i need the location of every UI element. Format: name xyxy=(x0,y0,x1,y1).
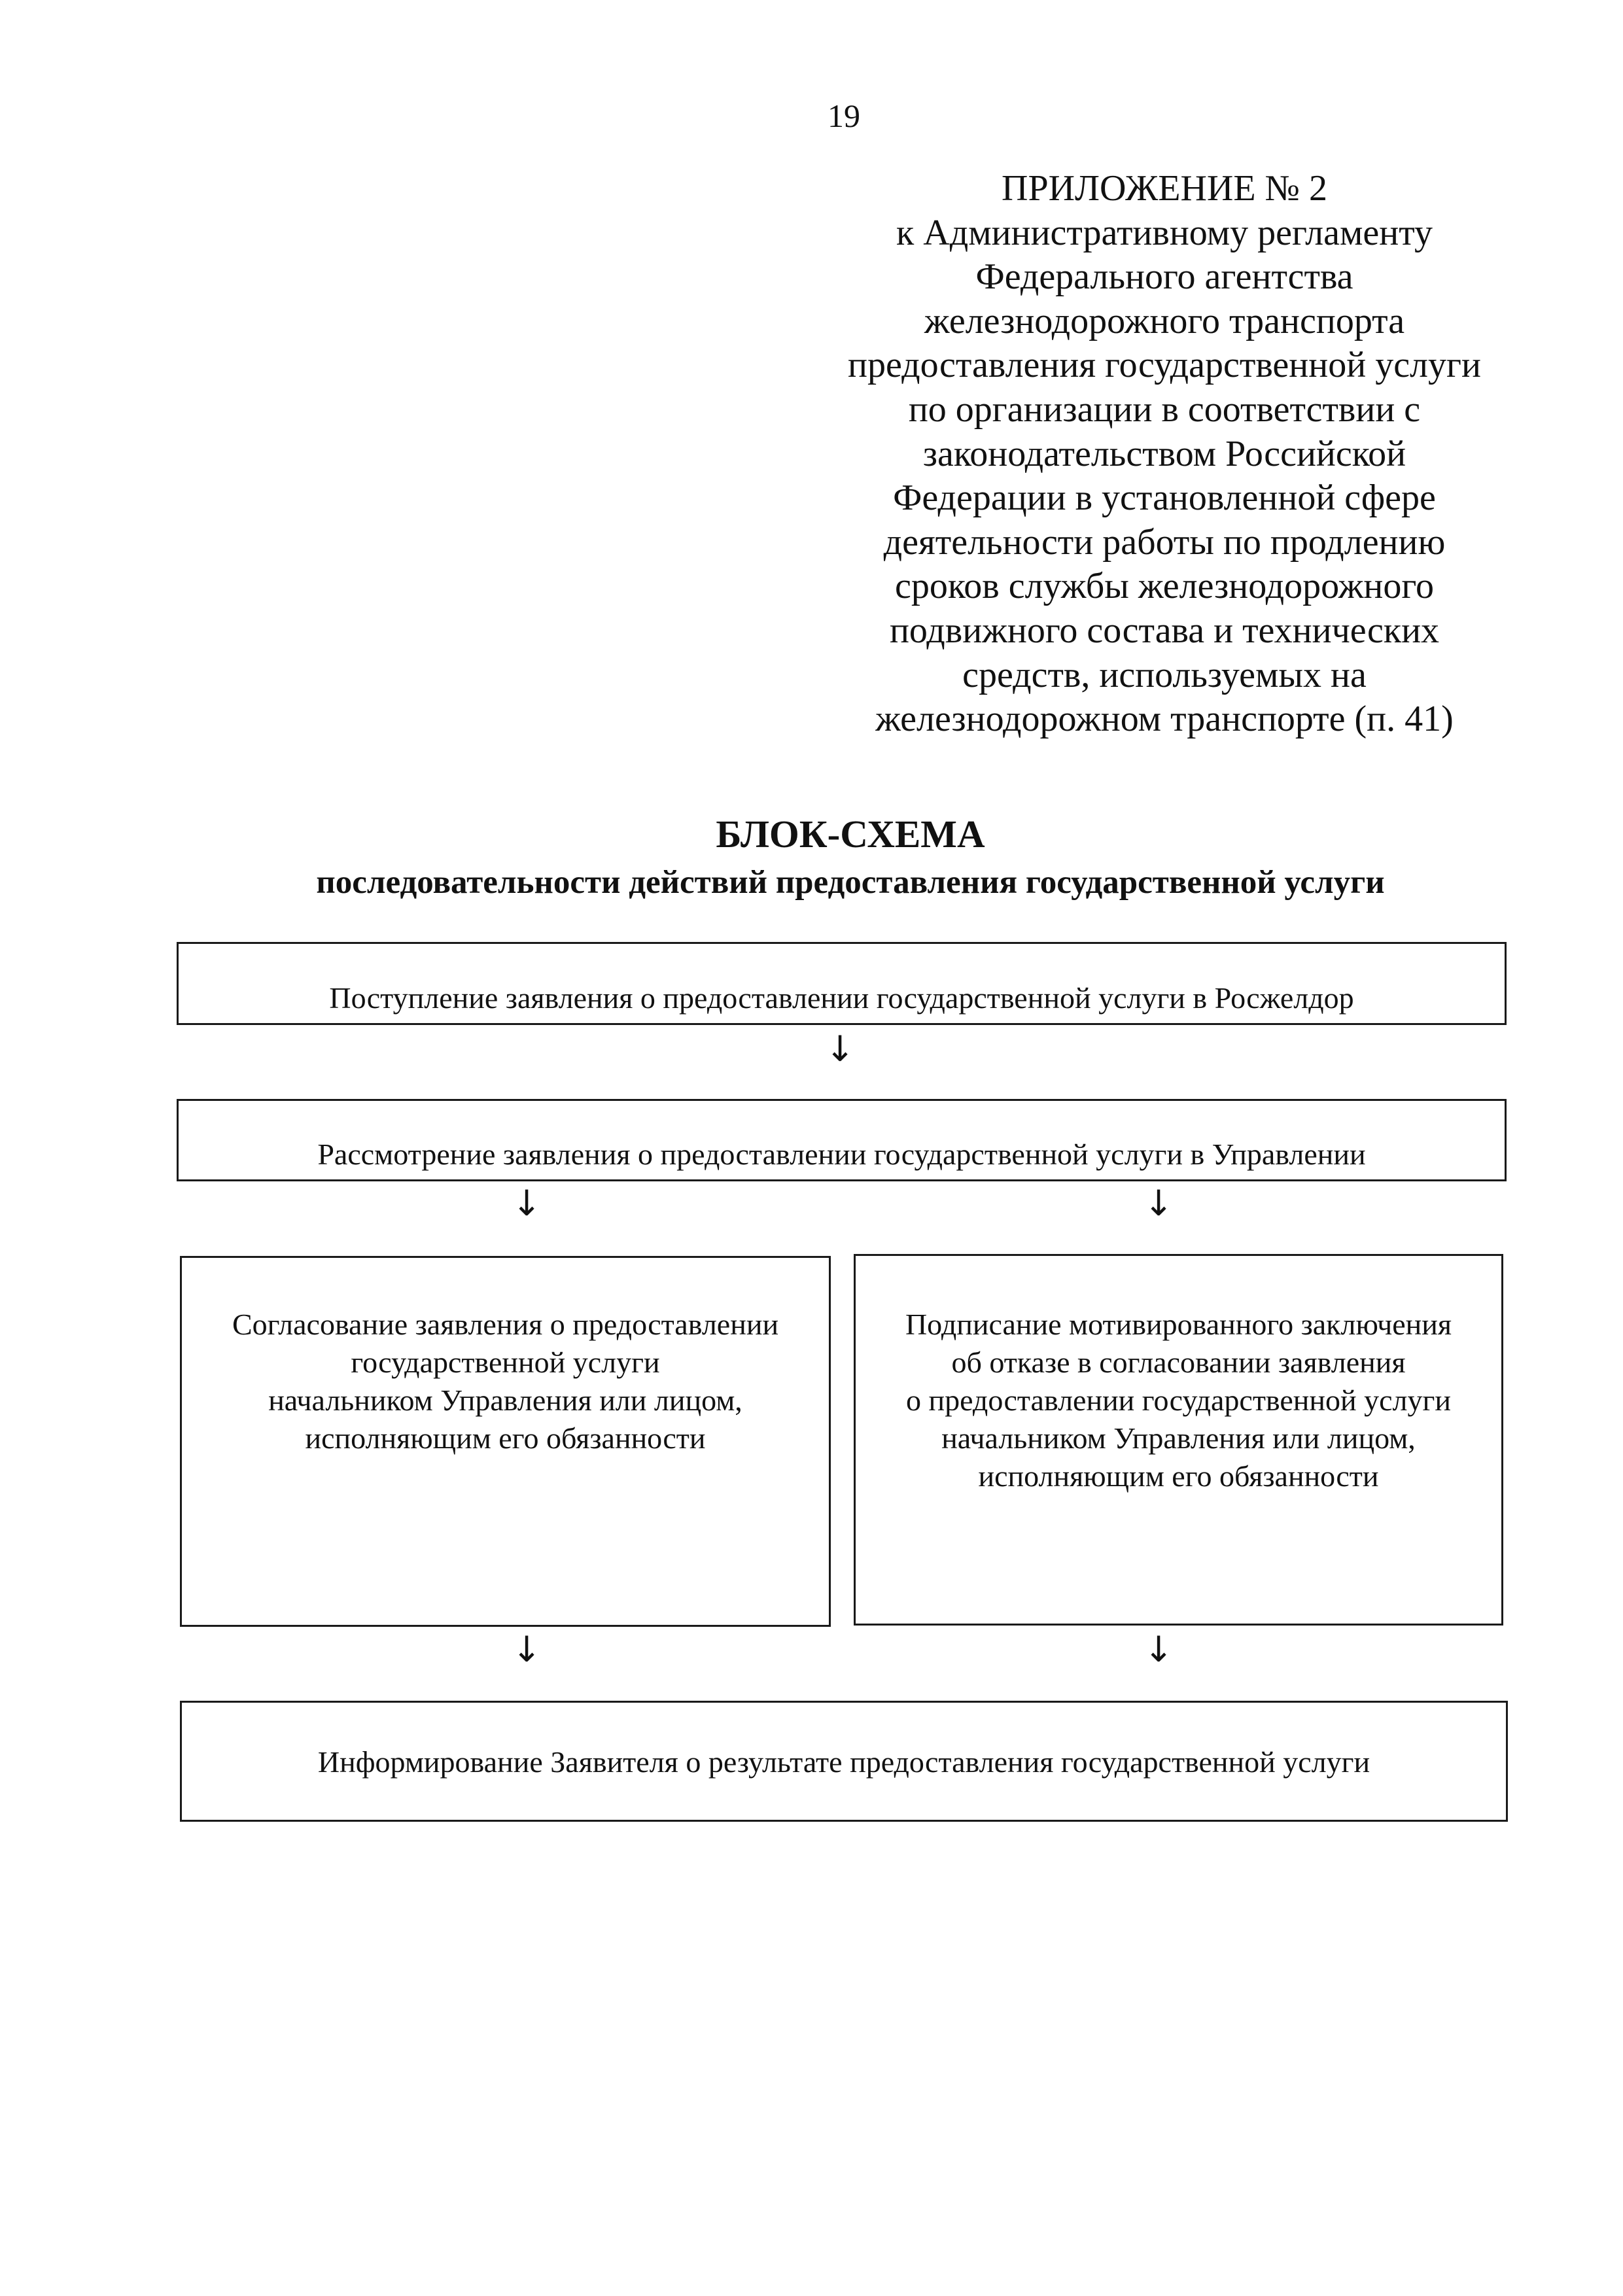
flow-step-refusal xyxy=(854,1254,1503,1626)
refusal-line: об отказе в согласовании заявления xyxy=(951,1346,1406,1379)
appendix-line: Федерального агентства xyxy=(975,256,1353,298)
flow-step-receipt: Поступление заявления о предоставлении государственной услуги в Росжелдор xyxy=(177,942,1507,1025)
refusal-line: начальником Управления или лицом, xyxy=(941,1421,1416,1455)
refusal-line: Подписание мотивированного заключения xyxy=(905,1308,1452,1341)
appendix-line: железнодорожного транспорта xyxy=(924,300,1405,341)
appendix-line: Федерации в установленной сфере xyxy=(893,478,1436,519)
scheme-subtitle: последовательности действий предоставления государственной услуги xyxy=(316,864,1385,901)
appendix-line: законодательством Российской xyxy=(922,433,1406,474)
down-arrow-icon: ↓ xyxy=(512,1183,542,1224)
approval-line: начальником Управления или лицом, xyxy=(268,1383,742,1417)
appendix-line: железнодорожном транспорте (п. 41) xyxy=(875,699,1454,740)
appendix-line: подвижного состава и технических xyxy=(889,610,1440,651)
appendix-header xyxy=(798,167,1531,742)
scheme-title: БЛОК-СХЕМА xyxy=(716,812,985,856)
appendix-line: к Административному регламенту xyxy=(896,212,1433,253)
refusal-line: исполняющим его обязанности xyxy=(978,1459,1379,1493)
down-arrow-icon: ↓ xyxy=(825,1028,855,1070)
appendix-line: сроков службы железнодорожного xyxy=(895,566,1434,607)
down-arrow-icon: ↓ xyxy=(1143,1183,1174,1224)
appendix-line: деятельности работы по продлению xyxy=(883,521,1446,563)
down-arrow-icon: ↓ xyxy=(512,1629,542,1670)
flow-step-review: Рассмотрение заявления о предоставлении государственной услуги в Управлении xyxy=(177,1099,1507,1181)
appendix-title: ПРИЛОЖЕНИЕ № 2 xyxy=(1002,168,1327,209)
refusal-line: о предоставлении государственной услуги xyxy=(905,1383,1451,1417)
approval-line: исполняющим его обязанности xyxy=(305,1421,706,1455)
down-arrow-icon: ↓ xyxy=(1143,1629,1174,1670)
approval-line: государственной услуги xyxy=(351,1346,660,1379)
flow-step-approval xyxy=(180,1256,831,1627)
page-number: 19 xyxy=(828,97,860,134)
appendix-line: средств, используемых на xyxy=(962,654,1367,695)
flow-step-notify: Информирование Заявителя о результате предоставления государственной услуги xyxy=(180,1701,1508,1822)
appendix-line: по организации в соответствии с xyxy=(908,389,1421,430)
approval-line: Согласование заявления о предоставлении xyxy=(232,1308,779,1341)
appendix-line: предоставления государственной услуги xyxy=(848,345,1481,386)
